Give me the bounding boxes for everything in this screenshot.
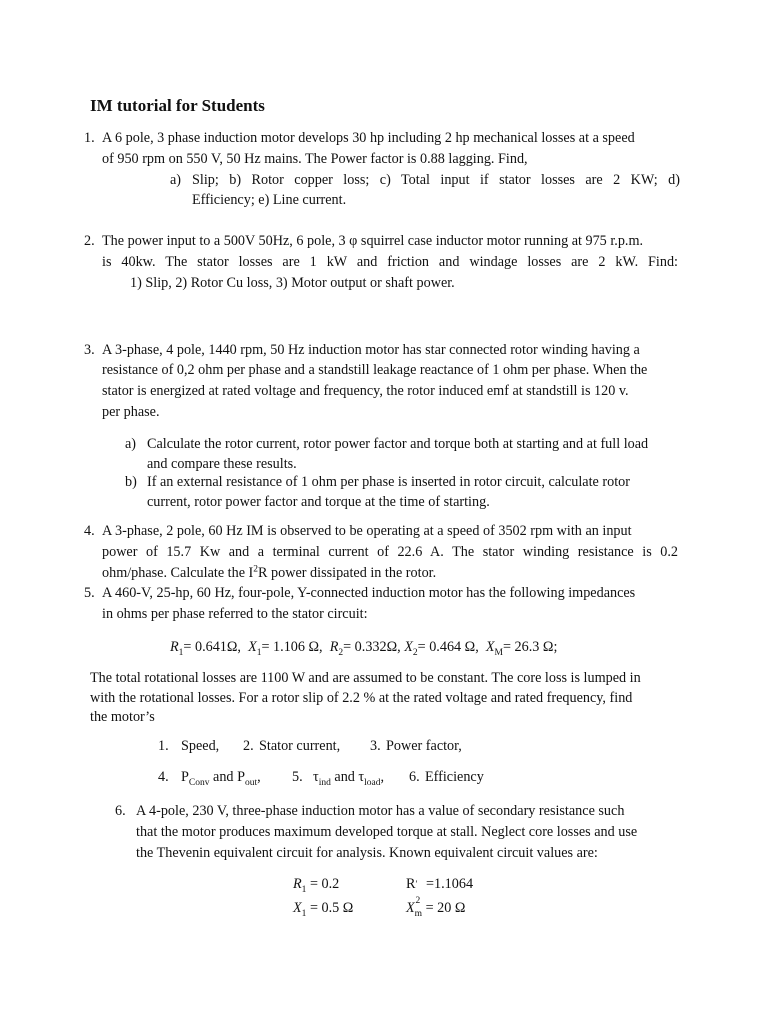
q3-line-4: per phase. [102, 404, 160, 420]
q4-number: 4. [84, 523, 95, 539]
q6-line-2: that the motor produces maximum developed torque at stall. Neglect core losses and use [136, 824, 638, 840]
q5-item-5-number: 5. [292, 769, 303, 785]
q3-sub-b-mark: b) [125, 474, 137, 490]
q3-sub-a-line-1: Calculate the rotor current, rotor power factor and torque both at starting and at full load [147, 436, 649, 452]
q2-line-2: is 40kw. The stator losses are 1 kW and friction and windage losses are 2 kW. Find: [102, 254, 678, 270]
q5-item-4: $P_{Conv}$ and $P_{out}$, [181, 769, 261, 788]
q4-line-1: A 3-phase, 2 pole, 60 Hz IM is observed to be operating at a speed of 3502 rpm with an input [102, 523, 632, 539]
q6-line-3: the Thevenin equivalent circuit for analysis. Known equivalent circuit values are: [136, 845, 598, 861]
q3-sub-b-line-2: current, rotor power factor and torque at the time of starting. [147, 494, 490, 510]
q5-item-5: $\tau_{ind}$ and $\tau_{load}$, [313, 769, 385, 788]
q1-line-4: Efficiency; e) Line current. [192, 192, 347, 208]
q2-line-3: 1) Slip, 2) Rotor Cu loss, 3) Motor output or shaft power. [130, 275, 455, 291]
q5-item-1-number: 1. [158, 738, 169, 754]
q3-line-1: A 3-phase, 4 pole, 1440 rpm, 50 Hz induction motor has star connected rotor winding having a [102, 342, 640, 358]
q1-number: 1. [84, 130, 95, 146]
q5-item-6: Efficiency [425, 769, 484, 785]
q3-sub-b-line-1: If an external resistance of 1 ohm per phase is inserted in rotor circuit, calculate rotor [147, 474, 630, 490]
q5-item-3: Power factor, [386, 738, 462, 754]
q5-item-1: Speed, [181, 738, 220, 754]
q3-sub-a-mark: a) [125, 436, 137, 452]
q5-item-2-number: 2. [243, 738, 254, 754]
q6-xm-value: $X_m = 20$ Ω [406, 900, 466, 919]
q4-line-3: ohm/phase. Calculate the $I^2R$ power dissipated in the rotor. [102, 564, 437, 581]
q6-x1-value: $X_1 = 0.5$ Ω [293, 900, 354, 919]
q3-line-3: stator is energized at rated voltage and frequency, the rotor induced emf at standstill is 120 v. [102, 383, 629, 399]
q5-paragraph-line-2: with the rotational losses. For a rotor slip of 2.2 % at the rated voltage and rated frequency, find [90, 690, 633, 706]
q6-r1-value: $R_1 = 0.2$ [293, 876, 340, 895]
q1-line-2: of 950 rpm on 550 V, 50 Hz mains. The Power factor is 0.88 lagging. Find, [102, 151, 528, 167]
q5-paragraph-line-1: The total rotational losses are 1100 W and are assumed to be constant. The core loss is lumped in [90, 670, 641, 686]
q5-item-6-number: 6. [409, 769, 420, 785]
q5-paragraph-line-3: the motor’s [90, 709, 155, 725]
q5-line-2: in ohms per phase referred to the stator circuit: [102, 606, 368, 622]
q3-sub-a-line-2: and compare these results. [147, 456, 297, 472]
q3-number: 3. [84, 342, 95, 358]
q5-item-4-number: 4. [158, 769, 169, 785]
q1-line-3: Slip; b) Rotor copper loss; c) Total input if stator losses are 2 KW; d) [192, 172, 680, 188]
q5-number: 5. [84, 585, 95, 601]
q4-line-2: power of 15.7 Kw and a terminal current of 22.6 A. The stator winding resistance is 0.2 [102, 544, 678, 560]
q5-impedance-equation: $R_1= 0.641\Omega$, $X_1= 1.106$ Ω, $R_2= 0.332\Omega$, $X_2= 0.464$ Ω, $X_M= 26.3$ Ω; [170, 639, 558, 658]
q5-line-1: A 460-V, 25-hp, 60 Hz, four-pole, Y-connected induction motor has the following impedances [102, 585, 636, 601]
q5-item-2: Stator current, [259, 738, 341, 754]
q5-item-3-number: 3. [370, 738, 381, 754]
q2-line-1: The power input to a 500V 50Hz, 6 pole, 3 φ squirrel case inductor motor running at 975 r.p.m. [102, 233, 644, 249]
q3-line-2: resistance of 0,2 ohm per phase and a standstill leakage reactance of 1 ohm per phase. When the [102, 362, 648, 378]
q2-number: 2. [84, 233, 95, 249]
q1-sub-a-mark: a) [170, 172, 182, 188]
q6-r2-prime-value: R ′ 2 =1.1064 [406, 876, 474, 906]
q6-number: 6. [115, 803, 126, 819]
page-title: IM tutorial for Students [90, 96, 265, 115]
q6-line-1: A 4-pole, 230 V, three-phase induction motor has a value of secondary resistance such [136, 803, 625, 819]
q1-line-1: A 6 pole, 3 phase induction motor develops 30 hp including 2 hp mechanical losses at a speed [102, 130, 635, 146]
